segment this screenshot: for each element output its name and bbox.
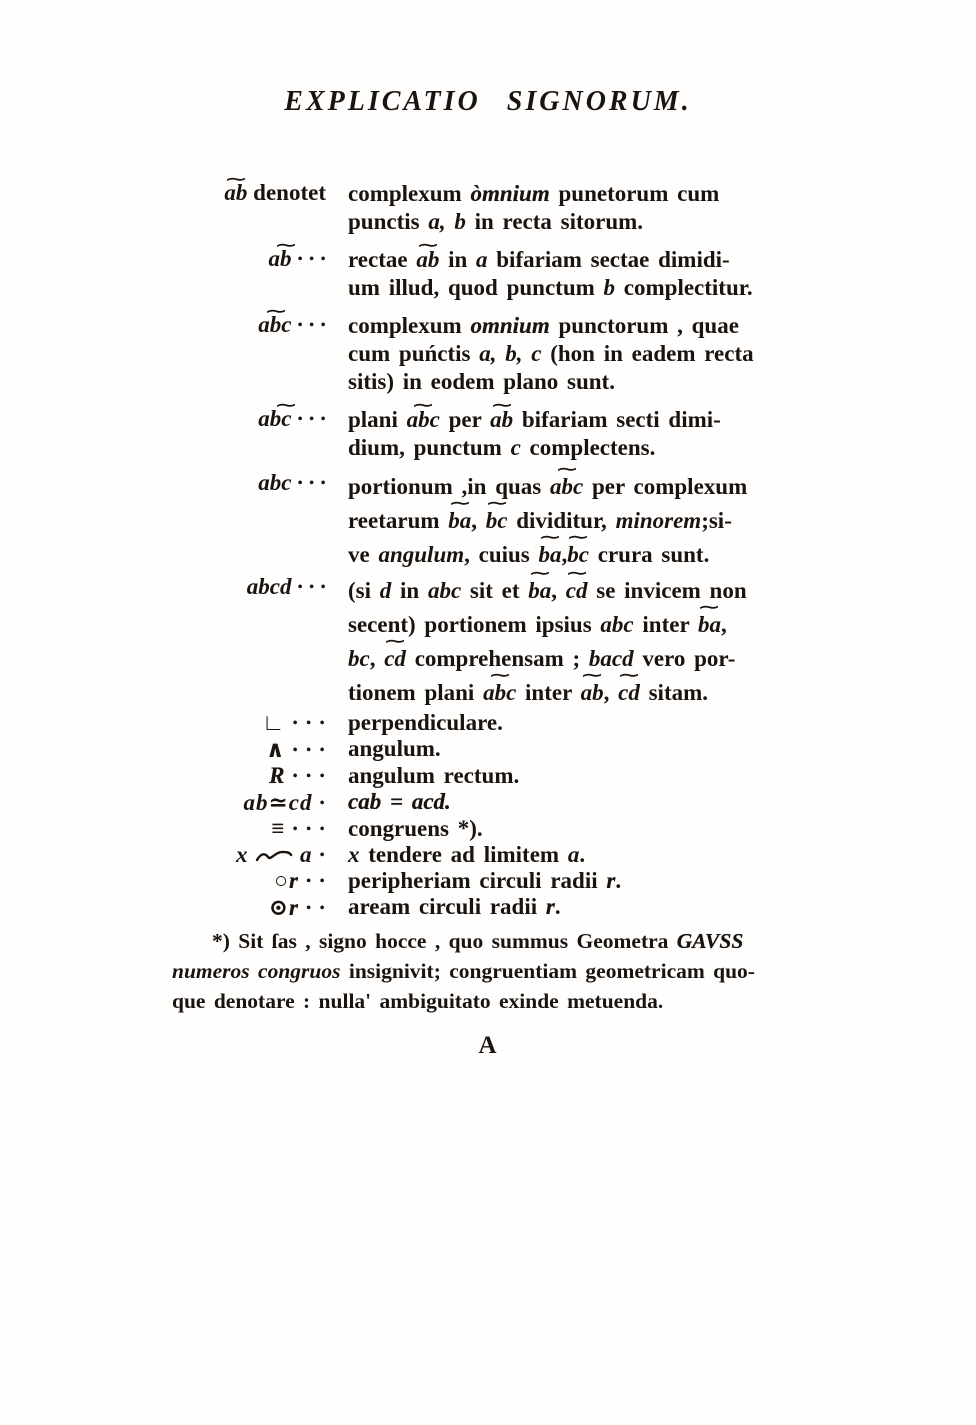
sign-symbol: a∼ bc ∙ ∙ ∙ xyxy=(158,312,340,396)
definition-line: rectae ∼ ab in a bifariam sectae dimidi- xyxy=(348,246,838,274)
definition-line: complexum omnium punctorum , quae xyxy=(348,313,739,338)
definition-line: tionem plani ∼ abc inter ∼ ab, ∼ cd sitam. xyxy=(348,676,838,710)
footnote-line: numeros congruos insignivit; congruentiam geometricam quo- xyxy=(172,959,755,983)
definition-line: complexum òmnium punetorum cum xyxy=(348,181,720,206)
sign-symbol: ∟ ∙ ∙ ∙ xyxy=(261,710,326,735)
definition-line: portionum ,in quas ∼ abc per complexum xyxy=(348,470,838,504)
definition-line: secent) portionem ipsius abc inter ∼ ba, xyxy=(348,608,838,642)
sign-definition xyxy=(340,180,838,236)
sign-symbol: abcd ∙ ∙ ∙ xyxy=(246,574,326,599)
sign-symbol: ∧ ∙ ∙ ∙ xyxy=(265,737,326,762)
definition-line: punctis a, b in recta sitorum. xyxy=(348,209,644,234)
sign-symbol: a∼ b ∙ ∙ ∙ xyxy=(158,246,340,302)
sign-entry xyxy=(158,180,838,236)
sign-entry xyxy=(158,894,838,921)
sign-definition xyxy=(340,470,838,572)
sign-definition xyxy=(340,816,838,842)
sign-entry xyxy=(158,312,838,396)
definition-line: angulum rectum. xyxy=(348,763,520,788)
definition-line: ve angulum, cuius ∼ ba,∼ bc crura sunt. xyxy=(348,538,838,572)
sign-symbol: ∼ ab denotet xyxy=(158,180,340,236)
sign-symbol: abc ∙ ∙ ∙ xyxy=(258,470,326,495)
sign-symbol: ⊙r ∙ ∙ xyxy=(268,895,326,920)
sign-definition xyxy=(340,894,838,921)
definition-line: perpendiculare. xyxy=(348,710,503,735)
definition-line: um illud, quod punctum b complectitur. xyxy=(348,275,753,300)
definition-line: sitis) in eodem plano sunt. xyxy=(348,369,615,394)
sign-definition xyxy=(340,246,838,302)
definition-line: cum puńctis a, b, c (hon in eadem recta xyxy=(348,341,754,366)
footnote xyxy=(172,926,822,1016)
definition-line: congruens *). xyxy=(348,816,483,841)
definition-line: angulum. xyxy=(348,736,441,761)
sign-entry xyxy=(158,763,838,789)
sign-definition xyxy=(340,789,838,816)
definition-line: (si d in abc sit et ∼ ba, ∼ cd se invicem non xyxy=(348,574,838,608)
definition-line: plani ∼ abc per ∼ ab bifariam secti dimi- xyxy=(348,406,838,434)
sign-symbol: ab≃cd ∙ xyxy=(243,790,326,815)
signature-mark: A xyxy=(478,1032,498,1059)
sign-definition xyxy=(340,406,838,462)
sign-symbol: ≡ ∙ ∙ ∙ xyxy=(271,816,326,841)
sign-definition xyxy=(340,842,838,868)
sign-entry xyxy=(158,470,838,572)
sign-definition xyxy=(340,710,838,736)
footnote-line: que denotare : nulla' ambiguitato exinde metuenda. xyxy=(172,989,664,1013)
definition-line: reetarum ∼ ba, ∼ bc dividitur, minorem;si- xyxy=(348,504,838,538)
sign-entry xyxy=(158,842,838,868)
page-title: EXPLICATIO SIGNORUM. xyxy=(284,86,692,117)
footnote-line: *) Sit ſas , signo hocce , quo summus Geometra GAVSS xyxy=(212,929,744,953)
definition-line: bc, ∼ cd comprehensam ; bacd vero por- xyxy=(348,642,838,676)
sign-definition xyxy=(340,868,838,894)
sign-entry xyxy=(158,736,838,763)
definition-line: aream circuli radii r. xyxy=(348,894,561,919)
sign-entry xyxy=(158,789,838,816)
sign-definition xyxy=(340,763,838,789)
sign-entry xyxy=(158,710,838,736)
sign-entry xyxy=(158,868,838,894)
sign-entry xyxy=(158,816,838,842)
sign-symbol: ○r ∙ ∙ xyxy=(274,868,326,893)
sign-symbol: R ∙ ∙ ∙ xyxy=(269,763,326,788)
sign-definition xyxy=(340,312,838,396)
definition-line: dium, punctum c complectens. xyxy=(348,435,656,460)
tends-to-wave-icon xyxy=(255,842,293,867)
sign-entry xyxy=(158,574,838,710)
definition-line: cab = acd. xyxy=(348,789,451,814)
sign-definition xyxy=(340,736,838,763)
sign-symbol: ab∼ c ∙ ∙ ∙ xyxy=(158,406,340,462)
sign-entry xyxy=(158,406,838,462)
signs-table xyxy=(158,180,838,921)
sign-symbol: x a ∙ xyxy=(236,842,326,867)
definition-line: x tendere ad limitem a. xyxy=(348,842,586,867)
definition-line: peripheriam circuli radii r. xyxy=(348,868,622,893)
sign-definition xyxy=(340,574,838,710)
sign-entry xyxy=(158,246,838,302)
